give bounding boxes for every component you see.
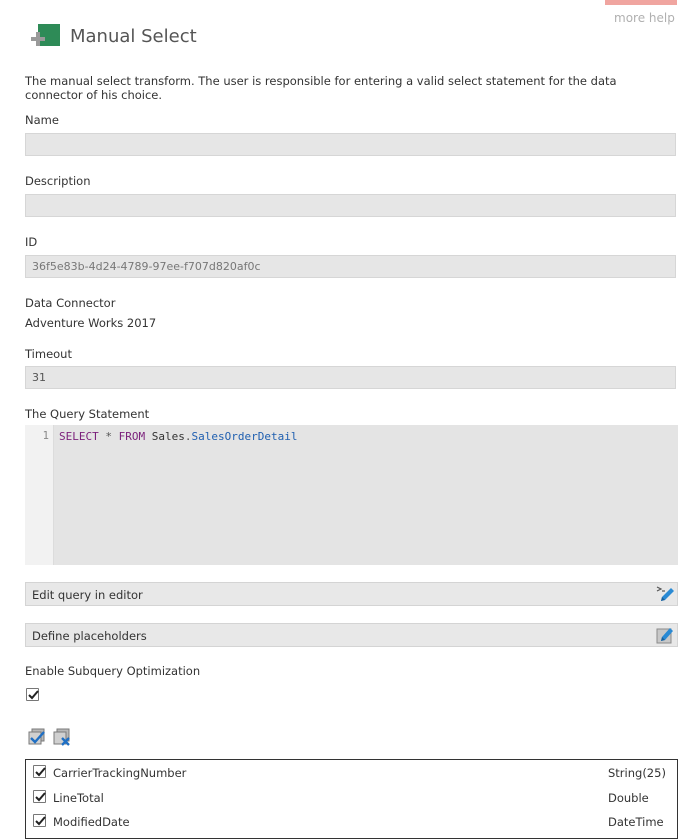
column-type: Double (608, 791, 649, 805)
transform-description: The manual select transform. The user is responsible for entering a valid select statement for the data connector of his choice. (25, 74, 617, 102)
checkmark-icon (34, 790, 47, 803)
edit-query-icon (655, 584, 675, 604)
token-table: SalesOrderDetail (191, 430, 298, 443)
checkmark-icon (27, 688, 40, 701)
checkmark-icon (34, 814, 47, 827)
check-all-icon[interactable] (27, 727, 47, 747)
page-title: Manual Select (70, 26, 197, 47)
checkmark-icon (34, 765, 47, 778)
query-label: The Query Statement (25, 407, 150, 421)
id-label: ID (25, 235, 38, 249)
keyword-select: SELECT (59, 430, 99, 443)
data-connector-value: Adventure Works 2017 (25, 316, 157, 330)
column-name: ModifiedDate (53, 815, 130, 829)
column-row[interactable] (26, 760, 677, 784)
more-help-accent-bar (605, 0, 677, 5)
column-checkbox[interactable] (33, 765, 46, 778)
token-dot: . (184, 430, 192, 443)
name-label: Name (25, 113, 59, 127)
column-list (25, 759, 678, 839)
edit-query-button[interactable] (25, 582, 678, 606)
timeout-input[interactable] (25, 366, 676, 389)
column-row[interactable] (26, 809, 677, 833)
uncheck-all-icon[interactable] (52, 727, 72, 747)
query-editor[interactable] (25, 425, 678, 565)
subquery-checkbox[interactable] (26, 688, 39, 701)
name-input[interactable] (25, 133, 676, 156)
column-type: DateTime (608, 815, 664, 829)
id-field: 36f5e83b-4d24-4789-97ee-f707d820af0c (25, 255, 676, 278)
query-line (59, 430, 297, 443)
token-star: * (105, 430, 112, 443)
timeout-label: Timeout (25, 347, 72, 361)
edit-query-label: Edit query in editor (32, 588, 143, 602)
column-checkbox[interactable] (33, 814, 46, 827)
line-gutter (25, 425, 54, 565)
description-label: Description (25, 174, 91, 188)
data-connector-label: Data Connector (25, 296, 116, 310)
line-number: 1 (42, 430, 49, 442)
column-type: String(25) (608, 766, 666, 780)
column-row[interactable] (26, 785, 677, 809)
column-name: LineTotal (53, 791, 104, 805)
define-placeholders-button[interactable] (25, 623, 678, 647)
description-input[interactable] (25, 194, 676, 217)
define-placeholders-label: Define placeholders (32, 629, 147, 643)
add-transform-icon (31, 24, 60, 53)
more-help-link[interactable]: more help (614, 11, 675, 25)
column-name: CarrierTrackingNumber (53, 766, 187, 780)
keyword-from: FROM (118, 430, 146, 443)
subquery-label: Enable Subquery Optimization (25, 664, 201, 678)
token-schema: Sales (151, 430, 185, 443)
column-checkbox[interactable] (33, 790, 46, 803)
placeholder-edit-icon (655, 625, 675, 645)
